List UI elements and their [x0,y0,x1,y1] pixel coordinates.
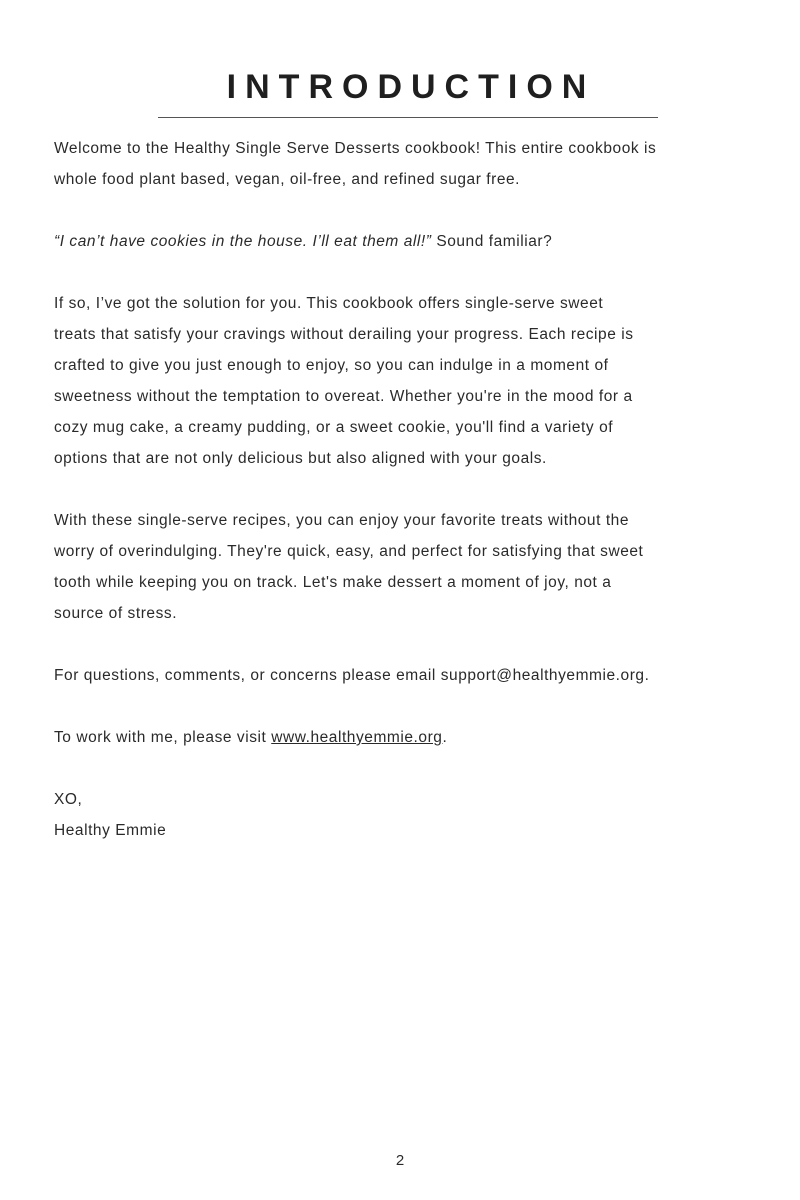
quote-text: “I can’t have cookies in the house. I’ll eat them all!” [54,233,432,250]
website-suffix: . [442,729,448,746]
text-line: treats that satisfy your cravings without derailing your progress. Each recipe is [54,326,634,343]
signoff-xo: XO, [54,791,83,808]
page-number: 2 [395,1152,405,1169]
paragraph-quote [54,226,774,257]
signoff-name: Healthy Emmie [54,822,167,839]
website-link[interactable]: www.healthyemmie.org [271,729,443,746]
text-line: whole food plant based, vegan, oil-free, and refined sugar free. [54,171,521,188]
text-line: sweetness without the temptation to overeat. Whether you're in the mood for a [54,388,633,405]
paragraph-contact: For questions, comments, or concerns please email support@healthyemmie.org. [54,667,650,684]
text-line: cozy mug cake, a creamy pudding, or a sweet cookie, you'll find a variety of [54,419,614,436]
text-line: Welcome to the Healthy Single Serve Desserts cookbook! This entire cookbook is [54,140,657,157]
text-line: If so, I’ve got the solution for you. This cookbook offers single-serve sweet [54,295,604,312]
text-line: options that are not only delicious but also aligned with your goals. [54,450,547,467]
text-line: tooth while keeping you on track. Let's make dessert a moment of joy, not a [54,574,612,591]
text-line: crafted to give you just enough to enjoy, so you can indulge in a moment of [54,357,609,374]
page-title: INTRODUCTION [226,68,596,106]
paragraph-welcome [54,133,774,195]
quote-followup: Sound familiar? [431,233,553,250]
intro-body [54,133,774,846]
website-prefix: To work with me, please visit [54,729,272,746]
paragraph-recipes [54,505,774,629]
paragraph-website [54,722,774,753]
text-line: worry of overindulging. They're quick, easy, and perfect for satisfying that sweet [54,543,644,560]
text-line: source of stress. [54,605,178,622]
text-line: With these single-serve recipes, you can enjoy your favorite treats without the [54,512,630,529]
title-divider [158,117,658,118]
paragraph-solution [54,288,774,474]
